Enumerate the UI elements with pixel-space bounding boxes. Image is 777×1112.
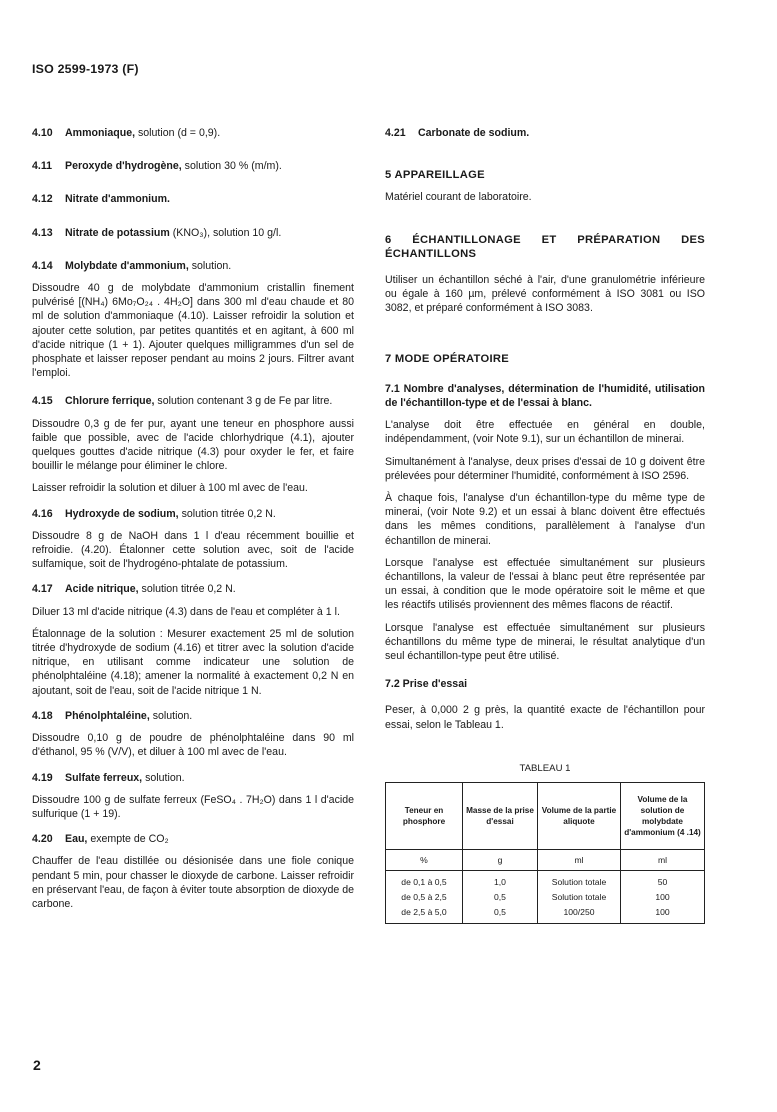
section-7-2-text: Peser, à 0,000 2 g près, la quantité exacte de l'échantillon pour essai, selon le Tableau 1. [385, 704, 705, 731]
table-cell: Solution totale [538, 871, 621, 891]
right-column [385, 126, 705, 924]
section-7-2-title: 7.2 Prise d'essai [385, 678, 468, 691]
item-4-19: 4.19 Sulfate ferreux, solution. [32, 771, 185, 784]
table-cell: 100 [655, 892, 670, 903]
table-cell: de 2,5 à 5,0 [386, 905, 463, 924]
left-column [32, 126, 354, 919]
section-6-title-line2: ÉCHANTILLONS [385, 247, 477, 260]
section-7-1-p5: Lorsque l'analyse est effectuée simultanément sur plusieurs échantillons du même type de minerai, le résultat analytique d'un seul échantillon-type peut être utilisé. [385, 621, 705, 663]
table-header: Volume de la partie aliquote [538, 783, 621, 850]
section-7-1-p1: L'analyse doit être effectuée en général en double, indépendamment, (voir Note 9.1), sur un échantillon de minerai. [385, 419, 705, 446]
table-cell: 50 [657, 877, 668, 888]
section-7-title: 7 MODE OPÉRATOIRE [385, 352, 510, 365]
section-6-text: Utiliser un échantillon séché à l'air, d'une granulométrie inférieure ou égale à 160 µm, prélevé conformément à ISO 3081 ou ISO 3082, et préparé conformément à ISO 3083. [385, 274, 705, 315]
section-7-1-title: 7.1 Nombre d'analyses, détermination de l'humidité, utilisation de l'échantillon-type et de l'essai à blanc. [385, 382, 705, 410]
item-4-17: 4.17 Acide nitrique, solution titrée 0,2 N. [32, 583, 236, 596]
table-header: Masse de la prise d'essai [463, 783, 538, 850]
table-header: Teneur en phosphore [386, 783, 463, 850]
section-6-title-line1: 6 ÉCHANTILLONAGE ET PRÉPARATION DES [385, 233, 705, 246]
item-4-20-text: Chauffer de l'eau distillée ou désionisée dans une fiole conique pendant 5 min, pour chasser le dioxyde de carbone. Laisser refroidir en préservant l'eau, de façon à éviter toute absorption de dioxyde de carbone. [32, 855, 354, 910]
section-5-text: Matériel courant de laboratoire. [385, 191, 532, 204]
item-4-21: 4.21 Carbonate de sodium. [385, 127, 530, 139]
item-4-14: 4.14 Molybdate d'ammonium, solution. [32, 259, 232, 272]
item-4-10: 4.10 Ammoniaque, solution (d = 0,9). [32, 127, 221, 139]
table-unit: % [386, 850, 463, 871]
table-unit: g [463, 850, 538, 871]
table-row [386, 871, 705, 891]
item-4-14-text: Dissoudre 40 g de molybdate d'ammonium cristallin finement pulvérisé [(NH₄) 6Mo₇O₂₄ . 4H₂O] dans 300 ml d'eau chaude et 80 ml de solution d'ammoniaque (4.10). Laisser refroidir la solution et ajouter cette solution, par petites quantités et en agitant, à 600 ml d'acide nitrique (1 + 1). Ajouter quelques milligrammes d'un sel de phosphate et laisser reposer pendant au moins 2 jours. Filtrer avant l'emploi. [32, 282, 354, 380]
item-4-15-text1: Dissoudre 0,3 g de fer pur, ayant une teneur en phosphore aussi faible que possible, avec de l'acide chlorhydrique (4.1), ajouter quelques gouttes d'acide nitrique (4.3) pour oxyder le fer, et faire bouillir le mélange pour éliminer le chlore. [32, 417, 354, 473]
table-units-row [386, 850, 705, 871]
page-number: 2 [33, 1057, 41, 1073]
table-header: Volume de la solution de molybdate d'ammonium (4 .14) [624, 795, 701, 838]
item-4-16-text: Dissoudre 8 g de NaOH dans 1 l d'eau récemment bouillie et refroidie. (4.20). Étalonner cette solution avec, soit de l'acide sulfamique, soit de l'hydrogéno-phtalate de potassium. [32, 529, 354, 571]
item-4-17-text1: Diluer 13 ml d'acide nitrique (4.3) dans de l'eau et compléter à 1 l. [32, 605, 340, 618]
table-1 [385, 782, 705, 924]
item-4-15-text2: Laisser refroidir la solution et diluer à 100 ml avec de l'eau. [32, 482, 308, 495]
table-cell: 0,5 [463, 905, 538, 924]
table-header-row [386, 783, 705, 850]
section-7-1-p2: Simultanément à l'analyse, deux prises d'essai de 10 g doivent être prélevées pour déterminer l'humidité, conformément à ISO 2596. [385, 455, 705, 482]
table-cell: Solution totale [538, 890, 621, 905]
table-cell: de 0,5 à 2,5 [386, 890, 463, 905]
table-cell: de 0,1 à 0,5 [386, 871, 463, 891]
item-4-15: 4.15 Chlorure ferrique, solution contenant 3 g de Fe par litre. [32, 395, 333, 408]
item-4-17-text2: Étalonnage de la solution : Mesurer exactement 25 ml de solution titrée d'hydroxyde de sodium (4.16) et titrer avec la solution d'acide nitrique, en utilisant comme indicateur une solution de phénolphtaléine (4.18); amener la normalité à exactement 0,2 N en ajoutant, soit de l'eau, soit de l'acide nitrique 1 N. [32, 627, 354, 697]
table-cell: 0,5 [463, 890, 538, 905]
table-unit: ml [657, 854, 668, 865]
document-header: ISO 2599-1973 (F) [32, 62, 139, 76]
table-cell: 1,0 [463, 871, 538, 891]
item-4-13: 4.13 Nitrate de potassium (KNO₃), solution 10 g/l. [32, 226, 282, 239]
table-row [386, 890, 705, 905]
item-4-18: 4.18 Phénolphtaléine, solution. [32, 709, 193, 722]
item-4-19-text: Dissoudre 100 g de sulfate ferreux (FeSO₄ . 7H₂O) dans 1 l d'acide sulfurique (1 + 19). [32, 793, 354, 820]
section-7-1-p4: Lorsque l'analyse est effectuée simultanément sur plusieurs échantillons, la valeur de l'essai à blanc peut être représentée par un essai, à condition que le mode opératoire soit le même et que les réactifs utilisés proviennent des mêmes flacons de réactif. [385, 556, 705, 612]
table-row [386, 905, 705, 924]
table-unit: ml [538, 850, 621, 871]
item-4-16: 4.16 Hydroxyde de sodium, solution titrée 0,2 N. [32, 507, 276, 520]
table-cell: 100 [655, 907, 670, 918]
item-4-12: 4.12 Nitrate d'ammonium. [32, 193, 170, 206]
section-5-title: 5 APPAREILLAGE [385, 169, 485, 182]
table-caption: TABLEAU 1 [519, 762, 571, 774]
item-4-20: 4.20 Eau, exempte de CO₂ [32, 833, 169, 846]
item-4-11: 4.11 Peroxyde d'hydrogène, solution 30 % (m/m). [32, 160, 282, 173]
section-7-1-p3: À chaque fois, l'analyse d'un échantillon-type du même type de minerai, (voir Note 9.2) et un essai à blanc doivent être effectués dans les mêmes conditions, parallèlement à l'analyse d'un échantillon de minerai. [385, 492, 705, 547]
item-4-18-text: Dissoudre 0,10 g de poudre de phénolphtaléine dans 90 ml d'éthanol, 95 % (V/V), et diluer à 100 ml avec de l'eau. [32, 732, 354, 759]
table-cell: 100/250 [538, 905, 621, 924]
